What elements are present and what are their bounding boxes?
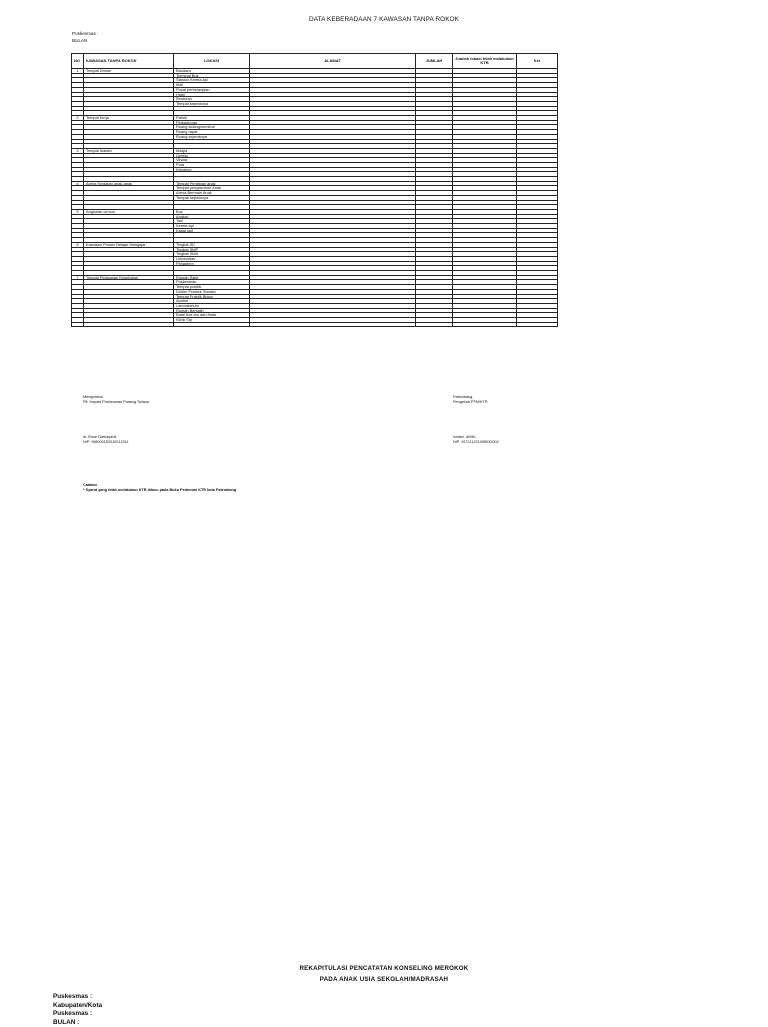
cell-lokasi: Tempat pengasuhan Anak: [174, 186, 250, 191]
cell-kawasan: Kawasan Proses Belajar Mengajar: [84, 242, 174, 247]
signature-left: [83, 395, 149, 405]
cell-kawasan: [84, 322, 174, 327]
header-ket: Ket: [517, 54, 558, 69]
header-lokasi: LOKASI: [174, 54, 250, 69]
cell-lokasi: Pesantren: [174, 261, 250, 266]
footer-puskesmas: Puskesmas :: [53, 993, 102, 1002]
sig-right-line2: Pengelola PTM/KTR: [453, 400, 488, 405]
cell-no: 6: [72, 242, 84, 247]
cell-lokasi: Tempat praktik: [174, 285, 250, 290]
cell-lokasi: Pura: [174, 163, 250, 168]
cell-lokasi: Pusat perbelanjaan: [174, 87, 250, 92]
cell-lokasi: [174, 322, 250, 327]
cell-lokasi: Bandara: [174, 69, 250, 74]
cell-lokasi: Arena Bermain Anak: [174, 191, 250, 196]
cell-lokasi: Rumah Bersalin: [174, 308, 250, 313]
cell-lokasi: Tingkat SMP: [174, 247, 250, 252]
notes-label: Catatan: [83, 483, 236, 488]
sig-left-name: dr. Rose Damayanti: [83, 435, 129, 440]
cell-lokasi: Kapal laut: [174, 228, 250, 233]
cell-kawasan: Angkutan Umum: [84, 209, 174, 214]
bulan-label: BULAN: [72, 38, 87, 44]
rekap-line1: REKAPITULASI PENCATATAN KONSELING MEROKOK: [0, 963, 768, 974]
cell-no: 1: [72, 69, 84, 74]
cell-lokasi: Tingkat SD: [174, 242, 250, 247]
cell-lokasi: Bus: [174, 209, 250, 214]
sig-left-line2: Plt. Kepala Puskesmas Padang Selasa: [83, 400, 149, 405]
cell-lokasi: Universitas: [174, 256, 250, 261]
cell-alamat: [250, 322, 416, 327]
cell-lokasi: Rumah Sakit: [174, 275, 250, 280]
cell-lokasi: Perkantoran: [174, 120, 250, 125]
signature-right-name: [453, 435, 499, 445]
cell-lokasi: Tempat sejenisnya: [174, 101, 250, 106]
sig-right-nip: NIP. 197211221998032002: [453, 440, 499, 445]
cell-lokasi: Taxi: [174, 219, 250, 224]
cell-kawasan: Tempat Ibadah: [84, 148, 174, 153]
cell-lokasi: Tempat sejenisnya: [174, 195, 250, 200]
cell-lokasi: Klenteng: [174, 167, 250, 172]
sig-left-nip: NIP. 198009152010012011: [83, 440, 129, 445]
notes: [83, 483, 236, 493]
signature-right: [453, 395, 488, 405]
cell-lokasi: Mall: [174, 83, 250, 88]
cell-kawasan: Tempat Pelayanan Kesehatan: [84, 275, 174, 280]
cell-lokasi: Tingkat SMA: [174, 252, 250, 257]
cell-lokasi: Kereta Api: [174, 224, 250, 229]
cell-lokasi: Hotel: [174, 92, 250, 97]
cell-lokasi: Tempat Penitipan anak: [174, 181, 250, 186]
footer-meta: [53, 993, 102, 1027]
cell-lokasi: Apotek: [174, 299, 250, 304]
sig-left-line1: Mengetahui,: [83, 395, 149, 400]
cell-lokasi: Ruang sejenisnya: [174, 134, 250, 139]
cell-lokasi: Vihara: [174, 158, 250, 163]
cell-lokasi: Gereja: [174, 153, 250, 158]
cell-no: 3: [72, 148, 84, 153]
cell-ket: [517, 322, 558, 327]
table-row: [72, 322, 558, 327]
cell-no: 7: [72, 275, 84, 280]
cell-lokasi: Pabrik: [174, 116, 250, 121]
cell-lokasi: Terminal Bus: [174, 73, 250, 78]
cell-lokasi: Restoran: [174, 97, 250, 102]
table-body: [72, 69, 558, 327]
cell-lokasi: Dokter Praktek Swasta: [174, 289, 250, 294]
cell-lokasi: Klinik Sip: [174, 318, 250, 323]
header-jumlah-ktr: Jumlah lokasi telah melakukan KTR: [453, 54, 517, 69]
sig-right-name: Isnaini, AMKL: [453, 435, 499, 440]
footer-kabupaten: Kabupaten/Kota: [53, 1002, 102, 1011]
cell-lokasi: Laboratorium: [174, 303, 250, 308]
ktr-table: [71, 53, 558, 327]
cell-lokasi: Ruang rapat: [174, 130, 250, 135]
cell-no: 4: [72, 181, 84, 186]
rekap-title: [0, 963, 768, 985]
footer-bulan: BULAN :: [53, 1019, 102, 1027]
cell-no: 2: [72, 116, 84, 121]
cell-kawasan: Tempat Kerja: [84, 116, 174, 121]
cell-lokasi: Puskesmas: [174, 280, 250, 285]
sig-right-line1: Palembang,: [453, 395, 488, 400]
cell-no: 5: [72, 209, 84, 214]
cell-lokasi: Tempat Praktik Bidan: [174, 294, 250, 299]
table-header-row: [72, 54, 558, 69]
signature-left-name: [83, 435, 129, 445]
puskesmas-label: Puskesmas :: [72, 31, 98, 37]
document-title: DATA KEBERADAAN 7 KAWASAN TANPA ROKOK: [0, 16, 768, 23]
cell-no: [72, 322, 84, 327]
footer-puskesmas2: Puskesmas :: [53, 1010, 102, 1019]
cell-kawasan: Tempat Umum: [84, 69, 174, 74]
header-kawasan: KAWASAN TANPA ROKOK: [84, 54, 174, 69]
cell-lokasi: Ruang sidang/seminar: [174, 125, 250, 130]
header-alamat: ALAMAT: [250, 54, 416, 69]
cell-lokasi: Masjid: [174, 148, 250, 153]
cell-lokasi: Stasiun Kereta Api: [174, 78, 250, 83]
cell-lokasi: Angkot: [174, 214, 250, 219]
header-jumlah: JUMLAH: [416, 54, 453, 69]
cell-lokasi: Balai Kes Ibu dan Anak: [174, 313, 250, 318]
cell-kawasan: Arena Kegiatan anak-anak: [84, 181, 174, 186]
notes-text: * Syarat yang telah melakukan KTR dilacu pada Buku Pedoman KTR kota Palembang: [83, 488, 236, 493]
rekap-line2: PADA ANAK USIA SEKOLAH/MADRASAH: [0, 974, 768, 985]
header-no: NO: [72, 54, 84, 69]
cell-jumlah: [416, 322, 453, 327]
cell-jumlah-ktr: [453, 322, 517, 327]
